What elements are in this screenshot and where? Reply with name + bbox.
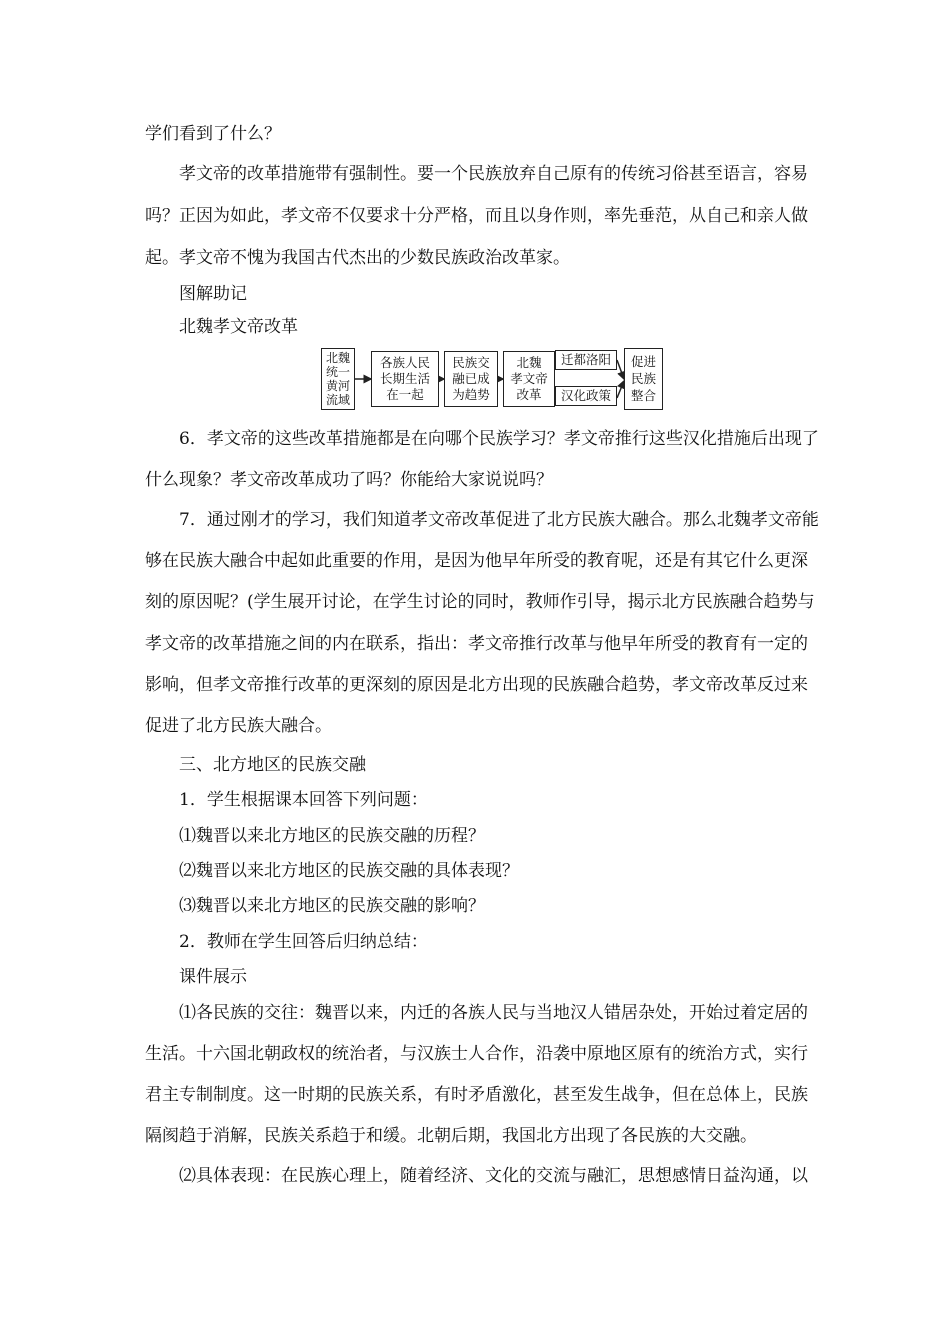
box-xiaowen-reform: 北魏 孝文帝 改革 xyxy=(503,351,555,407)
box-fusion-trend: 民族交 融已成 为趋势 xyxy=(444,351,498,407)
reform-flow-diagram xyxy=(321,348,663,410)
paragraph-line: ⑵具体表现：在民族心理上，随着经济、文化的交流与融汇，思想感情日益沟通，以 xyxy=(179,1166,808,1186)
paragraph-line: 吗？正因为如此，孝文帝不仅要求十分严格，而且以身作则，率先垂范，从自己和亲人做 xyxy=(145,206,808,226)
list-item: 1．学生根据课本回答下列问题： xyxy=(179,790,428,810)
box-relocate-luoyang: 迁都洛阳 xyxy=(555,350,617,370)
list-item: ⑶魏晋以来北方地区的民族交融的影响？ xyxy=(179,896,485,916)
list-item: ⑵魏晋以来北方地区的民族交融的具体表现？ xyxy=(179,861,519,881)
question-line: 孝文帝的改革措施之间的内在联系，指出：孝文帝推行改革与他早年所受的教育有一定的 xyxy=(145,634,808,654)
section-heading: 三、北方地区的民族交融 xyxy=(179,755,366,775)
question-line: 影响，但孝文帝推行改革的更深刻的原因是北方出现的民族融合趋势，孝文帝改革反过来 xyxy=(145,675,808,695)
box-promote-integration: 促进 民族 整合 xyxy=(624,348,663,410)
box-unify-yellow-river: 北魏 统一 黄河 流域 xyxy=(321,348,355,410)
box-sinicization-policy: 汉化政策 xyxy=(555,386,617,406)
box-peoples-living-together: 各族人民 长期生活 在一起 xyxy=(371,351,439,407)
section-label: 图解助记 xyxy=(179,284,247,304)
question-line: 什么现象？孝文帝改革成功了吗？你能给大家说说吗？ xyxy=(145,470,553,490)
paragraph-line: 君主专制制度。这一时期的民族关系，有时矛盾激化，甚至发生战争，但在总体上，民族 xyxy=(145,1085,808,1105)
list-item: 2．教师在学生回答后归纳总结： xyxy=(179,932,428,952)
reform-measures xyxy=(555,350,617,408)
paragraph-line: 学们看到了什么？ xyxy=(145,124,281,144)
paragraph-line: ⑴各民族的交往：魏晋以来，内迁的各族人民与当地汉人错居杂处，开始过着定居的 xyxy=(179,1003,808,1023)
paragraph-line: 起。孝文帝不愧为我国古代杰出的少数民族政治改革家。 xyxy=(145,248,570,268)
paragraph-line: 孝文帝的改革措施带有强制性。要一个民族放弃自己原有的传统习俗甚至语言，容易 xyxy=(179,164,808,184)
list-item: ⑴魏晋以来北方地区的民族交融的历程？ xyxy=(179,826,485,846)
question-line: 6．孝文帝的这些改革措施都是在向哪个民族学习？孝文帝推行这些汉化措施后出现了 xyxy=(179,429,819,449)
arrow xyxy=(617,360,624,379)
question-line: 促进了北方民族大融合。 xyxy=(145,716,332,736)
question-line: 刻的原因呢？(学生展开讨论，在学生讨论的同时，教师作引导，揭示北方民族融合趋势与 xyxy=(145,592,815,612)
question-line: 够在民族大融合中起如此重要的作用，是因为他早年所受的教育呢，还是有其它什么更深 xyxy=(145,551,808,571)
paragraph-line: 隔阂趋于消解，民族关系趋于和缓。北朝后期，我国北方出现了各民族的大交融。 xyxy=(145,1126,757,1146)
paragraph-line: 生活。十六国北朝政权的统治者，与汉族士人合作，沿袭中原地区原有的统治方式，实行 xyxy=(145,1044,808,1064)
diagram-title: 北魏孝文帝改革 xyxy=(179,317,298,337)
section-label: 课件展示 xyxy=(179,967,247,987)
question-line: 7．通过刚才的学习，我们知道孝文帝改革促进了北方民族大融合。那么北魏孝文帝能 xyxy=(179,510,819,530)
arrow xyxy=(617,381,624,398)
